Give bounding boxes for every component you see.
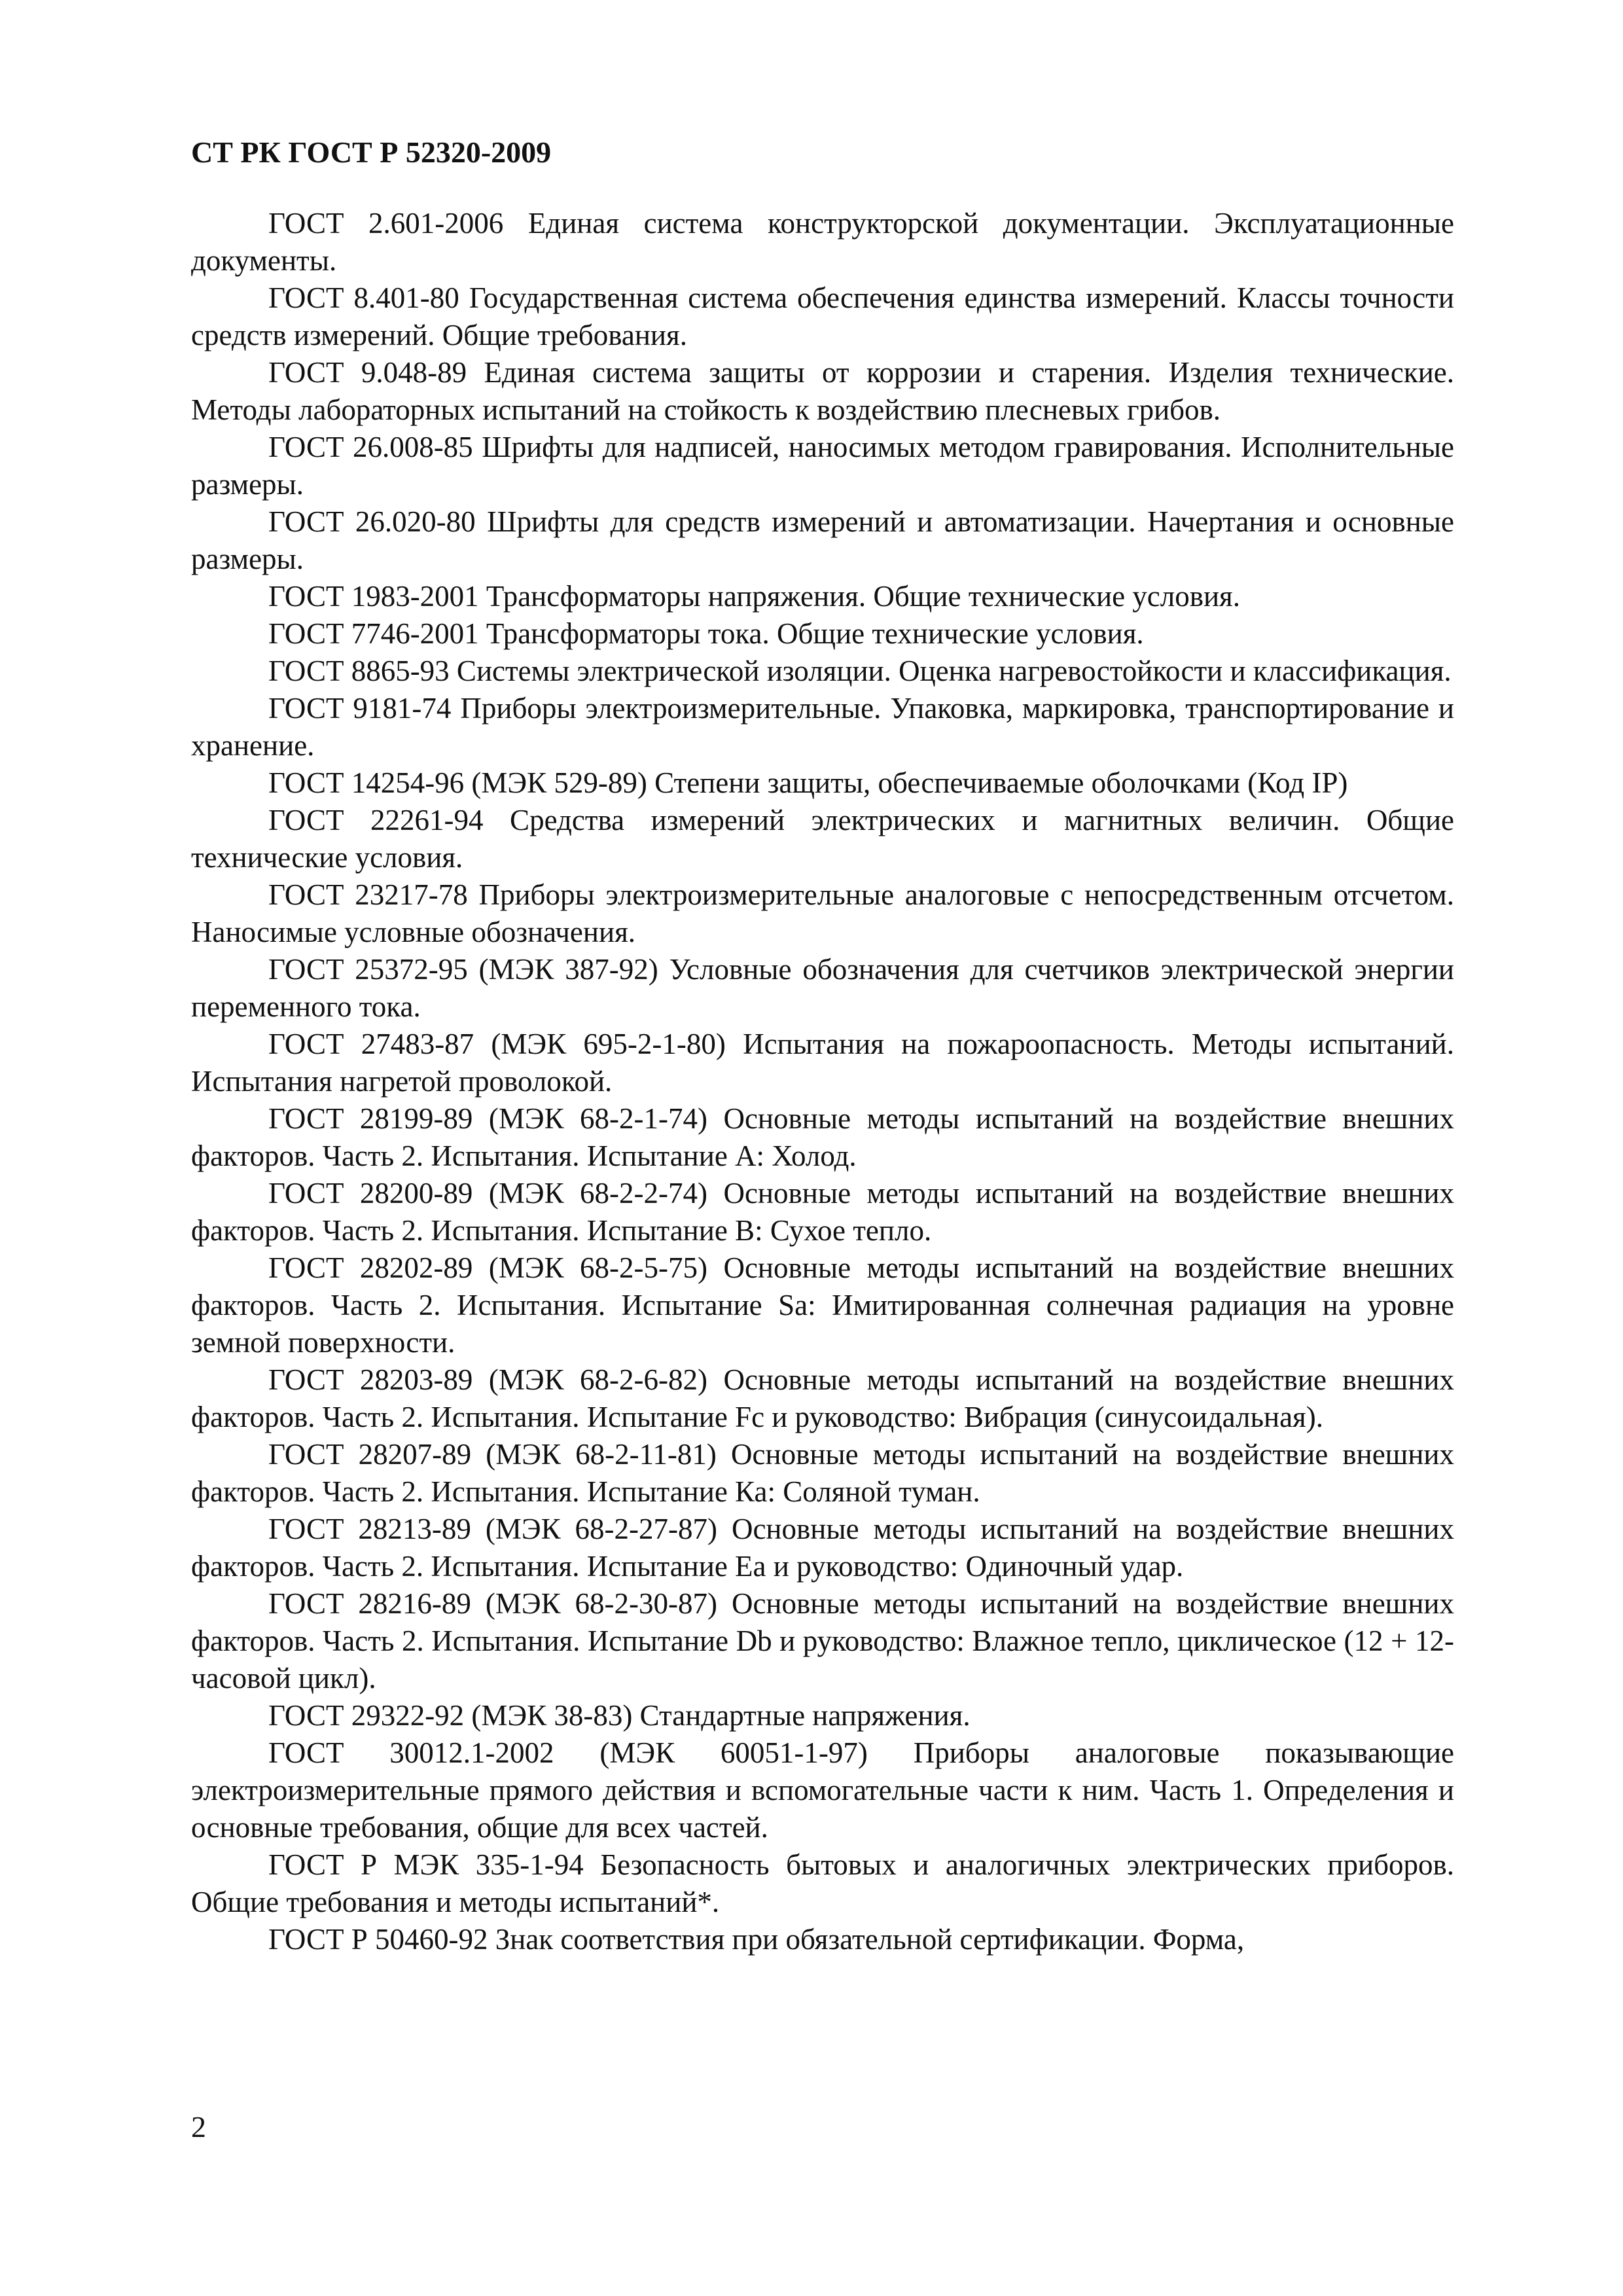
reference-paragraph: ГОСТ 1983-2001 Трансформаторы напряжения. Общие технические условия. bbox=[268, 580, 1240, 613]
reference-paragraph: ГОСТ 9181-74 Приборы электроизмерительные. Упаковка, маркировка, транспортирование и хранение. bbox=[191, 692, 1454, 762]
reference-paragraph: ГОСТ 2.601-2006 Единая система конструкторской документации. Эксплуатационные документы. bbox=[191, 207, 1454, 277]
reference-paragraph: ГОСТ 23217-78 Приборы электроизмерительные аналоговые с непосредственным отсчетом. Наносимые условные обозначения. bbox=[191, 878, 1454, 948]
reference-paragraph: ГОСТ 8.401-80 Государственная система обеспечения единства измерений. Классы точности средств измерений. Общие требования. bbox=[191, 281, 1454, 351]
reference-paragraph: ГОСТ 28203-89 (МЭК 68-2-6-82) Основные методы испытаний на воздействие внешних факторов. Часть 2. Испытания. Испытание Fc и руководство: Вибрация (синусоидальная). bbox=[191, 1363, 1454, 1433]
reference-paragraph: ГОСТ 28200-89 (МЭК 68-2-2-74) Основные методы испытаний на воздействие внешних факторов. Часть 2. Испытания. Испытание В: Сухое тепло. bbox=[191, 1177, 1454, 1247]
reference-paragraph: ГОСТ 14254-96 (МЭК 529-89) Степени защиты, обеспечиваемые оболочками (Код IP) bbox=[268, 766, 1348, 799]
reference-paragraph: ГОСТ 28207-89 (МЭК 68-2-11-81) Основные методы испытаний на воздействие внешних факторов. Часть 2. Испытания. Испытание Ка: Соляной туман. bbox=[191, 1438, 1454, 1508]
reference-paragraph: ГОСТ 9.048-89 Единая система защиты от коррозии и старения. Изделия технические. Методы лабораторных испытаний на стойкость к воздействию плесневых грибов. bbox=[191, 356, 1454, 426]
reference-paragraph: ГОСТ 7746-2001 Трансформаторы тока. Общие технические условия. bbox=[268, 617, 1144, 650]
reference-paragraph: ГОСТ 25372-95 (МЭК 387-92) Условные обозначения для счетчиков электрической энергии переменного тока. bbox=[191, 953, 1454, 1023]
reference-paragraph: ГОСТ 30012.1-2002 (МЭК 60051-1-97) Приборы аналоговые показывающие электроизмерительные прямого действия и вспомогательные части к ним. Часть 1. Определения и основные требования, общие для всех частей. bbox=[191, 1736, 1454, 1844]
reference-paragraph: ГОСТ Р МЭК 335-1-94 Безопасность бытовых и аналогичных электрических приборов. Общие требования и методы испытаний*. bbox=[191, 1848, 1454, 1918]
reference-paragraph: ГОСТ 29322-92 (МЭК 38-83) Стандартные напряжения. bbox=[268, 1699, 971, 1732]
reference-paragraph: ГОСТ 27483-87 (МЭК 695-2-1-80) Испытания на пожароопасность. Методы испытаний. Испытания нагретой проволокой. bbox=[191, 1028, 1454, 1098]
reference-paragraph: ГОСТ 26.008-85 Шрифты для надписей, наносимых методом гравирования. Исполнительные размеры. bbox=[191, 431, 1454, 501]
reference-paragraph: ГОСТ 28216-89 (МЭК 68-2-30-87) Основные методы испытаний на воздействие внешних факторов. Часть 2. Испытания. Испытание Db и руководство: Влажное тепло, циклическое (12 + 12-часовой цикл). bbox=[191, 1587, 1454, 1695]
reference-paragraph: ГОСТ 22261-94 Средства измерений электрических и магнитных величин. Общие технические условия. bbox=[191, 804, 1454, 874]
reference-paragraph: ГОСТ 28202-89 (МЭК 68-2-5-75) Основные методы испытаний на воздействие внешних факторов. Часть 2. Испытания. Испытание Sa: Имитированная солнечная радиация на уровне земной поверхности. bbox=[191, 1251, 1454, 1359]
reference-paragraph: ГОСТ 26.020-80 Шрифты для средств измерений и автоматизации. Начертания и основные размеры. bbox=[191, 505, 1454, 575]
reference-paragraph: ГОСТ 28213-89 (МЭК 68-2-27-87) Основные методы испытаний на воздействие внешних факторов. Часть 2. Испытания. Испытание Еа и руководство: Одиночный удар. bbox=[191, 1513, 1454, 1583]
normative-references-list bbox=[191, 205, 1454, 1958]
reference-paragraph: ГОСТ 8865-93 Системы электрической изоляции. Оценка нагревостойкости и классификация. bbox=[268, 655, 1452, 687]
document-header: СТ РК ГОСТ Р 52320-2009 bbox=[191, 135, 552, 169]
page-number: 2 bbox=[191, 2110, 206, 2144]
reference-paragraph: ГОСТ 28199-89 (МЭК 68-2-1-74) Основные методы испытаний на воздействие внешних факторов. Часть 2. Испытания. Испытание А: Холод. bbox=[191, 1102, 1454, 1172]
reference-paragraph: ГОСТ Р 50460-92 Знак соответствия при обязательной сертификации. Форма, bbox=[268, 1923, 1245, 1956]
